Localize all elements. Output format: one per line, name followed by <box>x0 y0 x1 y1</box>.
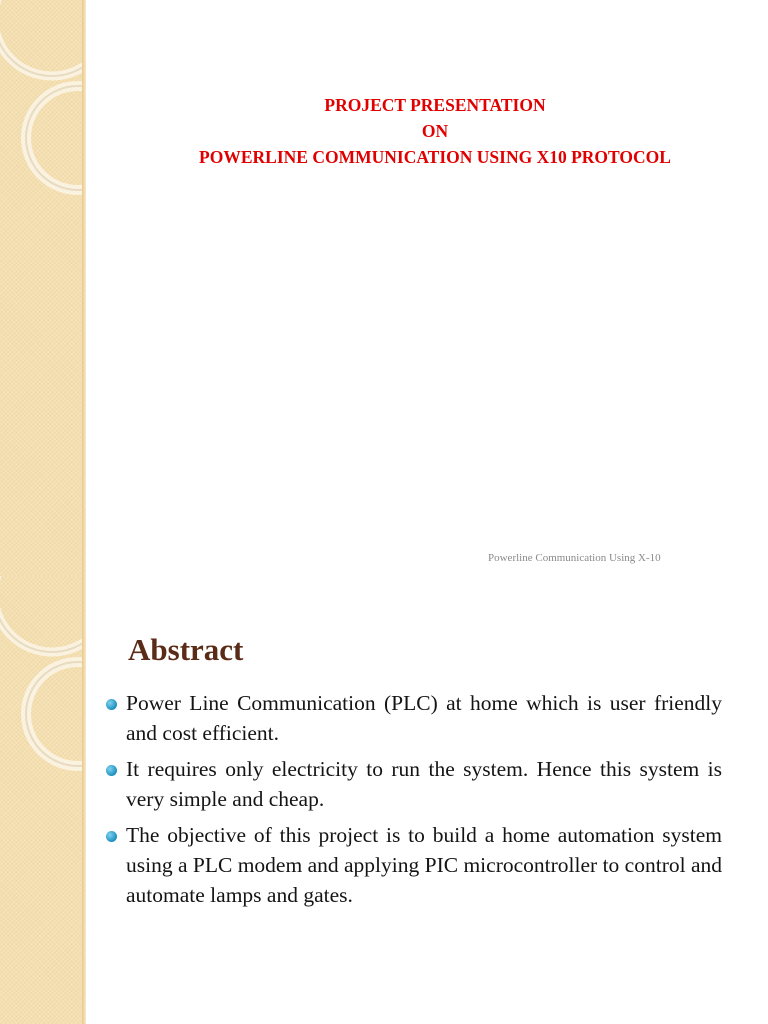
slide-footer: Powerline Communication Using X-10 <box>488 552 661 564</box>
slide-2 <box>0 576 768 1024</box>
ring-decoration-icon <box>0 0 86 576</box>
bullet-icon <box>106 765 117 776</box>
list-item <box>104 820 722 910</box>
bullet-text: The objective of this project is to build a home automation system using a PLC modem and applying PIC microcontroller to control and automate lamps and gates. <box>126 823 722 907</box>
title-line: PROJECT PRESENTATION <box>324 95 546 115</box>
bullet-icon <box>106 831 117 842</box>
presentation-title <box>110 92 760 170</box>
slide-heading: Abstract <box>128 632 244 667</box>
bullet-text: It requires only electricity to run the system. Hence this system is very simple and cheap. <box>126 757 722 811</box>
bullet-text: Power Line Communication (PLC) at home which is user friendly and cost efficient. <box>126 691 722 745</box>
strip-edge <box>82 576 86 1024</box>
list-item <box>104 688 722 748</box>
decorative-side-strip <box>0 576 86 1024</box>
bullet-list <box>104 688 722 916</box>
strip-edge <box>82 0 86 576</box>
bullet-icon <box>106 699 117 710</box>
title-line: ON <box>421 121 449 141</box>
decorative-side-strip <box>0 0 86 576</box>
list-item <box>104 754 722 814</box>
ring-decoration-icon <box>0 576 86 1024</box>
title-line: POWERLINE COMMUNICATION USING X10 PROTOCOL <box>199 147 671 167</box>
